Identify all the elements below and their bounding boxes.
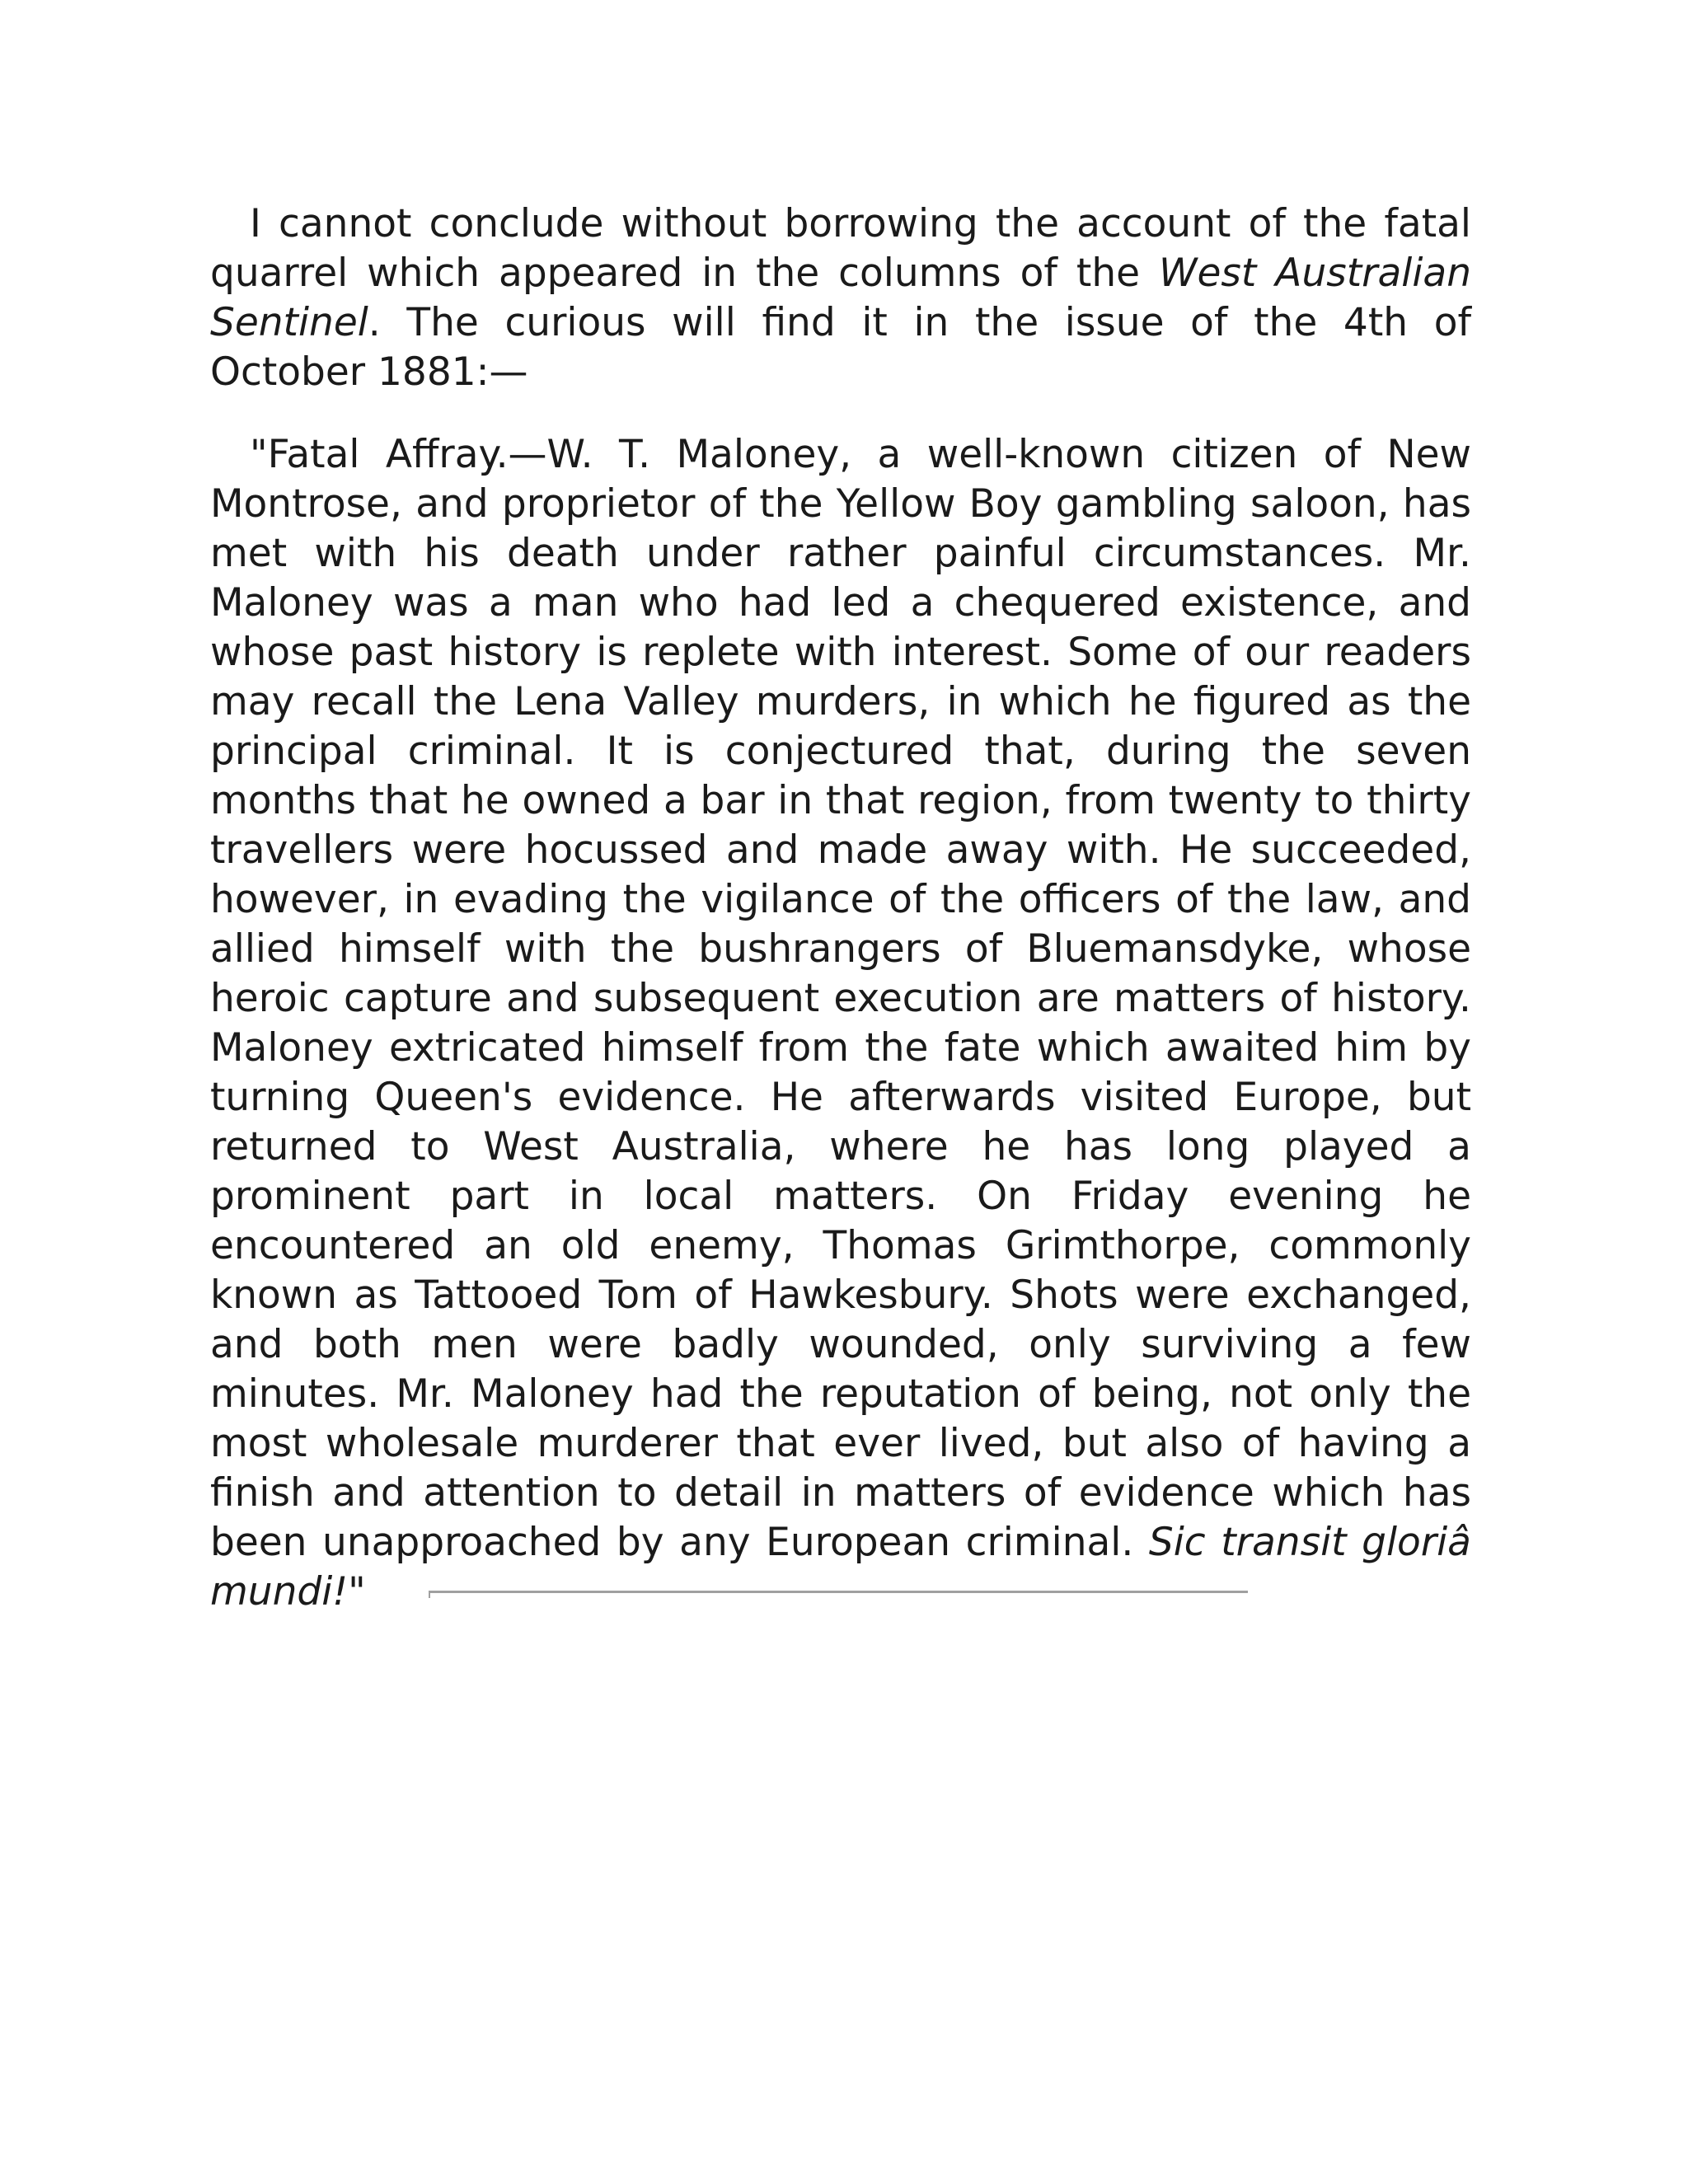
horizontal-rule — [429, 1591, 1248, 1593]
newspaper-title: West Australian Sentinel — [210, 251, 1471, 345]
paragraph-quote — [210, 430, 1471, 1617]
intro-text-1: I cannot conclude without borrowing the account of the fatal quarrel which appeared in the columns of the — [210, 201, 1471, 296]
quote-text: "Fatal Affray.—W. T. Maloney, a well-known citizen of New Montrose, and proprietor of the Yellow Boy gambling saloon, has met with his death under rather painful circumstances. Mr. Maloney was a man who had led a chequered existence, and whose past history is replete with interest. Some of our readers may recall the Lena Valley murders, in which he figured as the principal criminal. It is conjectured that, during the seven months that he owned a bar in that region, from twenty to thirty travellers were hocussed and made away with. He succeeded, however, in evading the vigilance of the officers of the law, and allied himself with the bushrangers of Bluemansdyke, whose heroic capture and subsequent execution are matters of history. Maloney extricated himself from the fate which awaited him by turning Queen's evidence. He afterwards visited Europe, but returned to West Australia, where he has long played a prominent part in local matters. On Friday evening he encountered an old enemy, Thomas Grimthorpe, commonly known as Tattooed Tom of Hawkesbury. Shots were exchanged, and both men were badly wounded, only surviving a few minutes. Mr. Maloney had the reputation of being, not only the most wholesale murderer that ever lived, but also of having a finish and attention to detail in matters of evidence which has been unapproached by any European criminal. — [210, 432, 1471, 1565]
intro-text-2: . The curious will find it in the issue of the 4th of October 1881:— — [210, 300, 1471, 395]
document-body — [210, 199, 1471, 1617]
horizontal-rule-tick — [429, 1591, 430, 1598]
closing-quote: " — [348, 1569, 366, 1615]
latin-phrase: Sic transit gloriâ mundi! — [210, 1520, 1471, 1615]
paragraph-intro — [210, 199, 1471, 397]
